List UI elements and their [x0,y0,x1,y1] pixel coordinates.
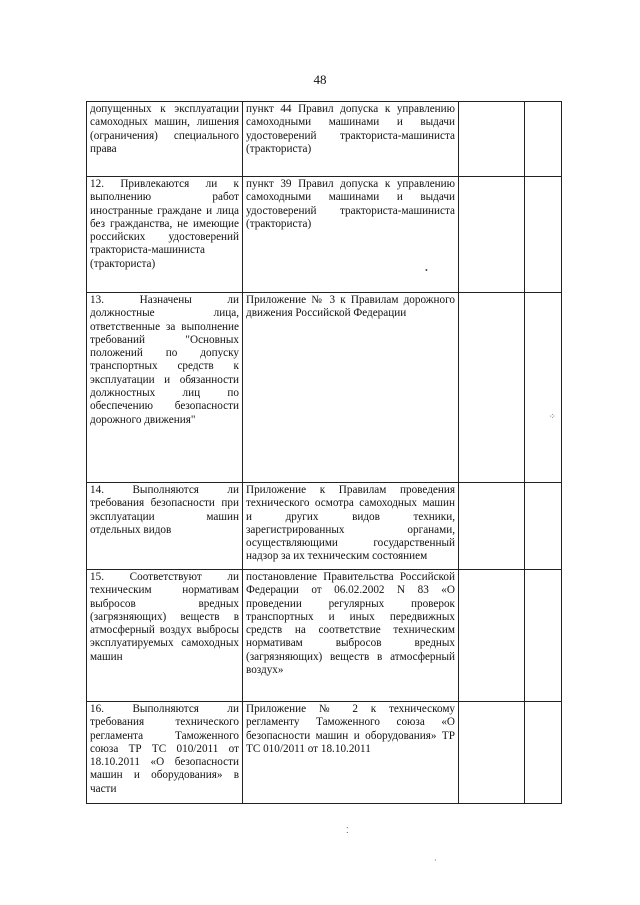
table-row [87,570,562,702]
note-cell [525,570,562,702]
requirement-cell: 14. Выполняются ли требования безопасности при эксплуатации машин отдельных видов [87,483,243,570]
table-row [87,483,562,570]
reference-cell: Приложение № 2 к техническому регламенту Таможенного союза «О безопасности машин и оборудования» ТР ТС 010/2011 от 18.10.2011 [243,702,459,804]
note-cell [525,293,562,483]
table-row [87,177,562,293]
answer-cell [459,102,525,177]
table-row [87,702,562,804]
requirement-cell: 16. Выполняются ли требования технического регламента Таможенного союза ТР ТС 010/2011 от 18.10.2011 «О безопасности машин и оборудования» в части [87,702,243,804]
reference-cell: Приложение к Правилам проведения технического осмотра самоходных машин и других видов техники, зарегистрированных органами, осуществляющими государственный надзор за их техническим состоянием [243,483,459,570]
answer-cell [459,570,525,702]
scan-artifact: ⁚ [346,826,349,835]
requirement-cell: 15. Соответствуют ли техническим нормативам выбросов вредных (загрязняющих) веществ в атмосферный воздух выбросы эксплуатируемых самоходных машин [87,570,243,702]
reference-cell: пункт 39 Правил допуска к управлению самоходными машинами и выдачи удостоверений тракториста-машиниста (тракториста) [243,177,459,293]
table-row [87,102,562,177]
table-row [87,293,562,483]
answer-cell [459,177,525,293]
answer-cell [459,702,525,804]
scan-artifact: · [434,856,437,865]
checklist-table [86,101,562,804]
requirement-cell: 13. Назначены ли должностные лица, ответственные за выполнение требований "Основных положений по допуску транспортных средств к эксплуатации и обязанности должностных лиц по обеспечению безопасности дорожного движения" [87,293,243,483]
reference-cell: постановление Правительства Российской Федерации от 06.02.2002 N 83 «О проведении регулярных проверок транспортных и иных передвижных средств на соответствие техническим нормативам выбросов вредных (загрязняющих) веществ в атмосферный воздух» [243,570,459,702]
page-number: 48 [313,72,327,87]
answer-cell [459,483,525,570]
scan-artifact: • [425,266,428,275]
note-cell [525,483,562,570]
reference-cell: Приложение № 3 к Правилам дорожного движения Российской Федерации [243,293,459,483]
note-cell [525,702,562,804]
requirement-cell: допущенных к эксплуатации самоходных машин, лишения (ограничения) специального права [87,102,243,177]
scan-artifact: ⁘ [549,412,556,421]
reference-cell: пункт 44 Правил допуска к управлению самоходными машинами и выдачи удостоверений тракториста-машиниста (тракториста) [243,102,459,177]
note-cell [525,177,562,293]
requirement-cell: 12. Привлекаются ли к выполнению работ иностранные граждане и лица без гражданства, не имеющие российских удостоверений тракториста-машиниста (тракториста) [87,177,243,293]
note-cell [525,102,562,177]
answer-cell [459,293,525,483]
